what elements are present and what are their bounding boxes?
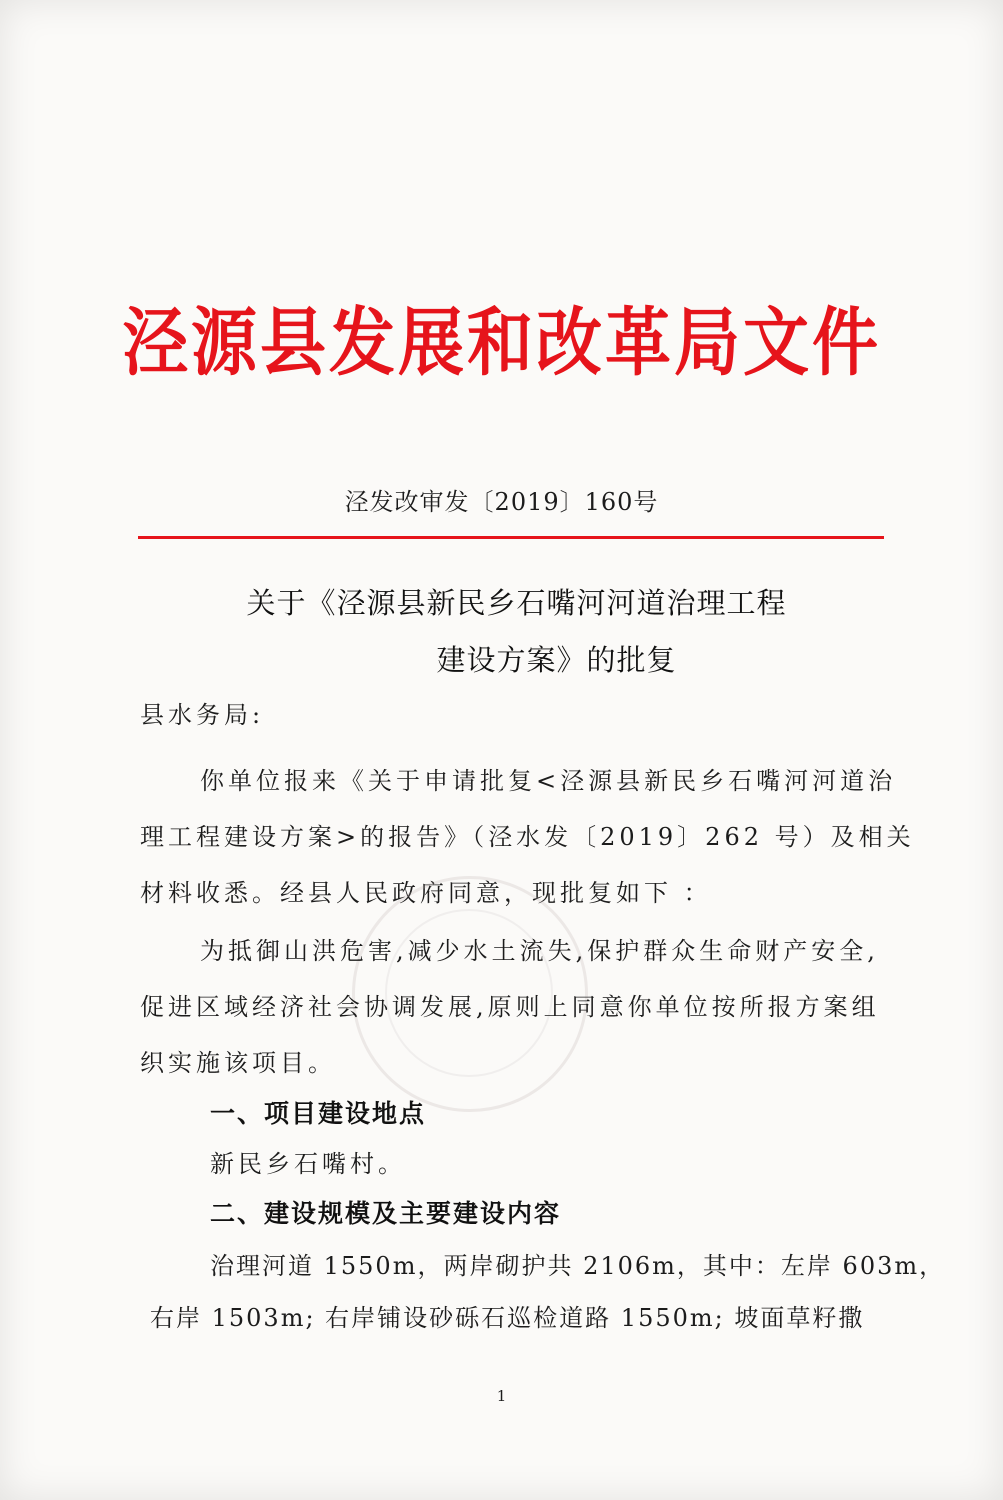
- paragraph-2-line-3: 织实施该项目。: [140, 1049, 336, 1077]
- page-number: 1: [496, 1387, 507, 1405]
- paragraph-1-line-2: 理工程建设方案>的报告》（泾水发〔2019〕262 号）及相关: [140, 823, 915, 851]
- document-number: 泾发改审发〔2019〕160号: [344, 488, 659, 516]
- subject-line-2: 建设方案》的批复: [436, 643, 677, 677]
- paragraph-1-line-3: 材料收悉。经县人民政府同意，现批复如下 ：: [140, 879, 712, 907]
- section-1-heading: 一、项目建设地点: [210, 1099, 427, 1128]
- subject-line-1: 关于《泾源县新民乡石嘴河河道治理工程: [246, 586, 787, 620]
- red-divider-line: [138, 536, 884, 539]
- section-2-text-line-1: 治理河道 1550m，两岸砌护共 2106m，其中：左岸 603m，: [210, 1252, 946, 1280]
- section-1-text: 新民乡石嘴村。: [210, 1150, 406, 1178]
- paragraph-1-line-1: 你单位报来《关于申请批复<泾源县新民乡石嘴河河道治: [200, 767, 897, 795]
- paragraph-2-line-2: 促进区域经济社会协调发展,原则上同意你单位按所报方案组: [140, 993, 880, 1021]
- section-2-text-line-2: 右岸 1503m; 右岸铺设砂砾石巡检道路 1550m; 坡面草籽撒: [150, 1304, 865, 1332]
- paragraph-2-line-1: 为抵御山洪危害,减少水土流失,保护群众生命财产安全,: [200, 937, 879, 965]
- section-2-heading: 二、建设规模及主要建设内容: [210, 1199, 562, 1228]
- issuing-authority-title: 泾源县发展和改革局文件: [122, 298, 881, 386]
- addressee: 县水务局:: [140, 701, 265, 729]
